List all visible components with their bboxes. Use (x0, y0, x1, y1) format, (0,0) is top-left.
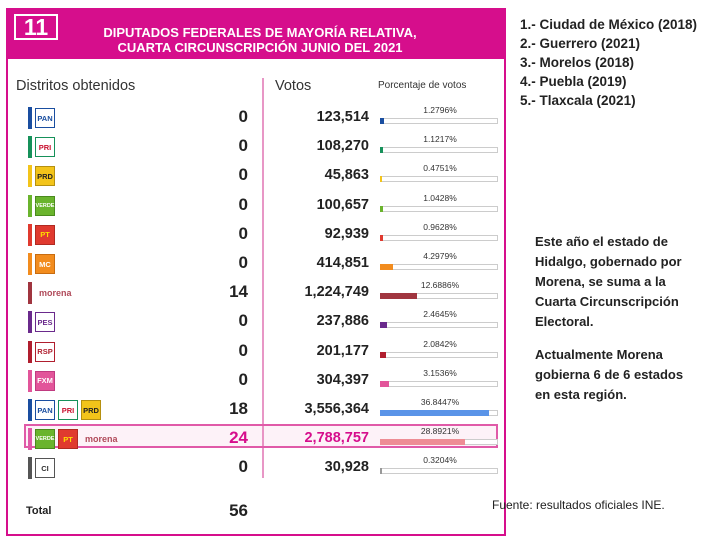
districts-value: 14 (229, 282, 248, 302)
state-item: 2.- Guerrero (2021) (520, 36, 641, 51)
votes-value: 414,851 (316, 255, 369, 271)
chart-title-line1: DIPUTADOS FEDERALES DE MAYORÍA RELATIVA, (103, 25, 417, 40)
party-badge-prd: PRD (35, 166, 55, 186)
party-logo (28, 253, 55, 275)
party-color-stripe (28, 195, 32, 217)
pct-label: 1.0428% (423, 192, 457, 203)
party-logo (28, 370, 55, 392)
note-line: gobierna 6 de 6 estados (535, 367, 684, 382)
districts-value: 0 (238, 107, 248, 126)
morena-logo-word: morena (85, 434, 118, 445)
pct-column-header: Porcentaje de votos (378, 80, 467, 91)
party-badge-pes: PES (35, 312, 55, 332)
party-color-stripe (28, 370, 32, 392)
party-logo (28, 224, 55, 246)
votes-value: 3,556,364 (304, 401, 369, 417)
pct-bar-track (380, 147, 498, 153)
pct-bar-track (380, 322, 498, 328)
pct-bar (380, 381, 389, 387)
pct-label: 36.8447% (420, 397, 460, 407)
pct-bar-track (380, 468, 498, 474)
party-color-stripe (28, 165, 32, 187)
pct-label: 0.4751% (423, 163, 457, 174)
votes-value: 92,939 (324, 225, 369, 242)
party-badge-verde: VERDE (35, 196, 55, 216)
votes-value: 304,397 (316, 371, 369, 388)
party-badge-pt: PT (58, 429, 78, 449)
party-logo (28, 311, 55, 333)
note-line: Hidalgo, gobernado por (535, 254, 682, 269)
votes-column-header: Votos (275, 78, 312, 94)
party-badge-fxm: FXM (35, 371, 55, 391)
pct-bar-track (380, 381, 498, 387)
state-item: 1.- Ciudad de México (2018) (520, 17, 698, 32)
pct-label: 2.0842% (423, 338, 457, 349)
districts-value: 0 (238, 311, 248, 331)
districts-value: 0 (238, 340, 248, 360)
party-badge-rsp: RSP (35, 342, 55, 362)
party-badge-pan: PAN (35, 400, 55, 420)
votes-value: 237,886 (316, 313, 369, 330)
pct-bar (380, 147, 383, 153)
pct-bar-track (380, 118, 498, 124)
districts-value: 0 (238, 223, 248, 243)
state-item: 3.- Morelos (2018) (520, 55, 635, 70)
pct-bar (380, 468, 382, 474)
chart-title-line2: CUARTA CIRCUNSCRIPCIÓN JUNIO DEL 2021 (117, 40, 403, 55)
party-color-stripe (28, 457, 32, 479)
pct-bar-track (380, 352, 498, 358)
note-governs (535, 345, 710, 405)
pct-bar (380, 235, 383, 241)
pct-bar (380, 410, 489, 416)
party-logo (28, 457, 55, 479)
pct-bar (380, 293, 417, 299)
pct-bar-track (380, 264, 498, 270)
state-item: 4.- Puebla (2019) (520, 74, 627, 89)
party-color-stripe (28, 341, 32, 363)
districts-value: 0 (238, 194, 248, 214)
party-badge-verde: VERDE (35, 429, 55, 449)
party-badge-pan: PAN (35, 108, 55, 128)
pct-bar-track (380, 206, 498, 212)
morena-logo-word: morena (39, 288, 72, 299)
pct-label: 4.2979% (423, 251, 457, 261)
votes-value: 2,788,757 (304, 430, 369, 447)
note-line: Electoral. (535, 314, 594, 329)
pct-label: 12.6886% (420, 280, 460, 291)
pct-label: 1.2796% (423, 105, 457, 115)
party-logo (28, 341, 55, 363)
party-color-stripe (28, 399, 32, 421)
districts-value: 0 (238, 165, 248, 185)
pct-bar (380, 264, 393, 270)
party-logo (28, 136, 55, 158)
party-color-stripe (28, 136, 32, 158)
pct-bar (380, 322, 387, 328)
party-logo (28, 107, 55, 129)
pct-bar-track (380, 176, 498, 182)
votes-value: 45,863 (324, 167, 369, 184)
note-line: Cuarta Circunscripción (535, 294, 679, 309)
party-logo (28, 428, 118, 450)
total-districts: 56 (229, 501, 248, 520)
pct-bar (380, 206, 383, 212)
party-color-stripe (28, 282, 32, 304)
votes-value: 108,270 (316, 138, 369, 155)
party-color-stripe (28, 107, 32, 129)
pct-bar (380, 118, 384, 124)
party-badge-prd: PRD (81, 400, 101, 420)
districts-value: 24 (229, 428, 248, 448)
districts-value: 0 (238, 369, 248, 389)
party-badge-ci: CI (35, 458, 55, 478)
districts-column-header: Distritos obtenidos (16, 78, 136, 94)
pct-label: 3.1536% (423, 367, 457, 378)
districts-value: 18 (229, 399, 248, 418)
states-list (520, 15, 697, 110)
pct-bar (380, 352, 386, 358)
note-hidalgo (535, 232, 710, 332)
note-line: Actualmente Morena (535, 347, 663, 362)
state-item: 5.- Tlaxcala (2021) (520, 93, 636, 108)
source-note: Fuente: resultados oficiales INE. (492, 498, 665, 512)
pct-label: 28.8921% (420, 426, 460, 437)
votes-value: 201,177 (316, 342, 369, 359)
party-logo (28, 195, 55, 217)
pct-bar (380, 439, 465, 445)
party-badge-mc: MC (35, 254, 55, 274)
party-badge-pri: PRI (35, 137, 55, 157)
party-color-stripe (28, 253, 32, 275)
pct-label: 2.4645% (423, 309, 457, 320)
party-color-stripe (28, 428, 32, 450)
pct-label: 1.1217% (423, 134, 457, 145)
party-color-stripe (28, 311, 32, 333)
chart-title (70, 25, 450, 55)
party-color-stripe (28, 224, 32, 246)
pct-bar (380, 176, 382, 182)
party-logo (28, 399, 101, 421)
note-line: en esta región. (535, 387, 627, 402)
total-label: Total (26, 505, 52, 517)
party-badge-pt: PT (35, 225, 55, 245)
votes-value: 123,514 (316, 109, 369, 125)
slide-number: 11 (14, 14, 58, 40)
note-line: Este año el estado de (535, 234, 668, 249)
pct-label: 0.3204% (423, 455, 457, 466)
votes-value: 1,224,749 (304, 284, 369, 301)
party-badge-pri: PRI (58, 400, 78, 420)
party-logo (28, 165, 55, 187)
votes-value: 100,657 (316, 196, 369, 213)
districts-value: 0 (238, 457, 248, 477)
pct-label: 0.9628% (423, 221, 457, 232)
districts-value: 0 (238, 253, 248, 272)
districts-value: 0 (238, 136, 248, 156)
party-logo (28, 282, 72, 304)
note-line: Morena, se suma a la (535, 274, 666, 289)
votes-value: 30,928 (324, 459, 369, 476)
pct-bar-track (380, 235, 498, 241)
